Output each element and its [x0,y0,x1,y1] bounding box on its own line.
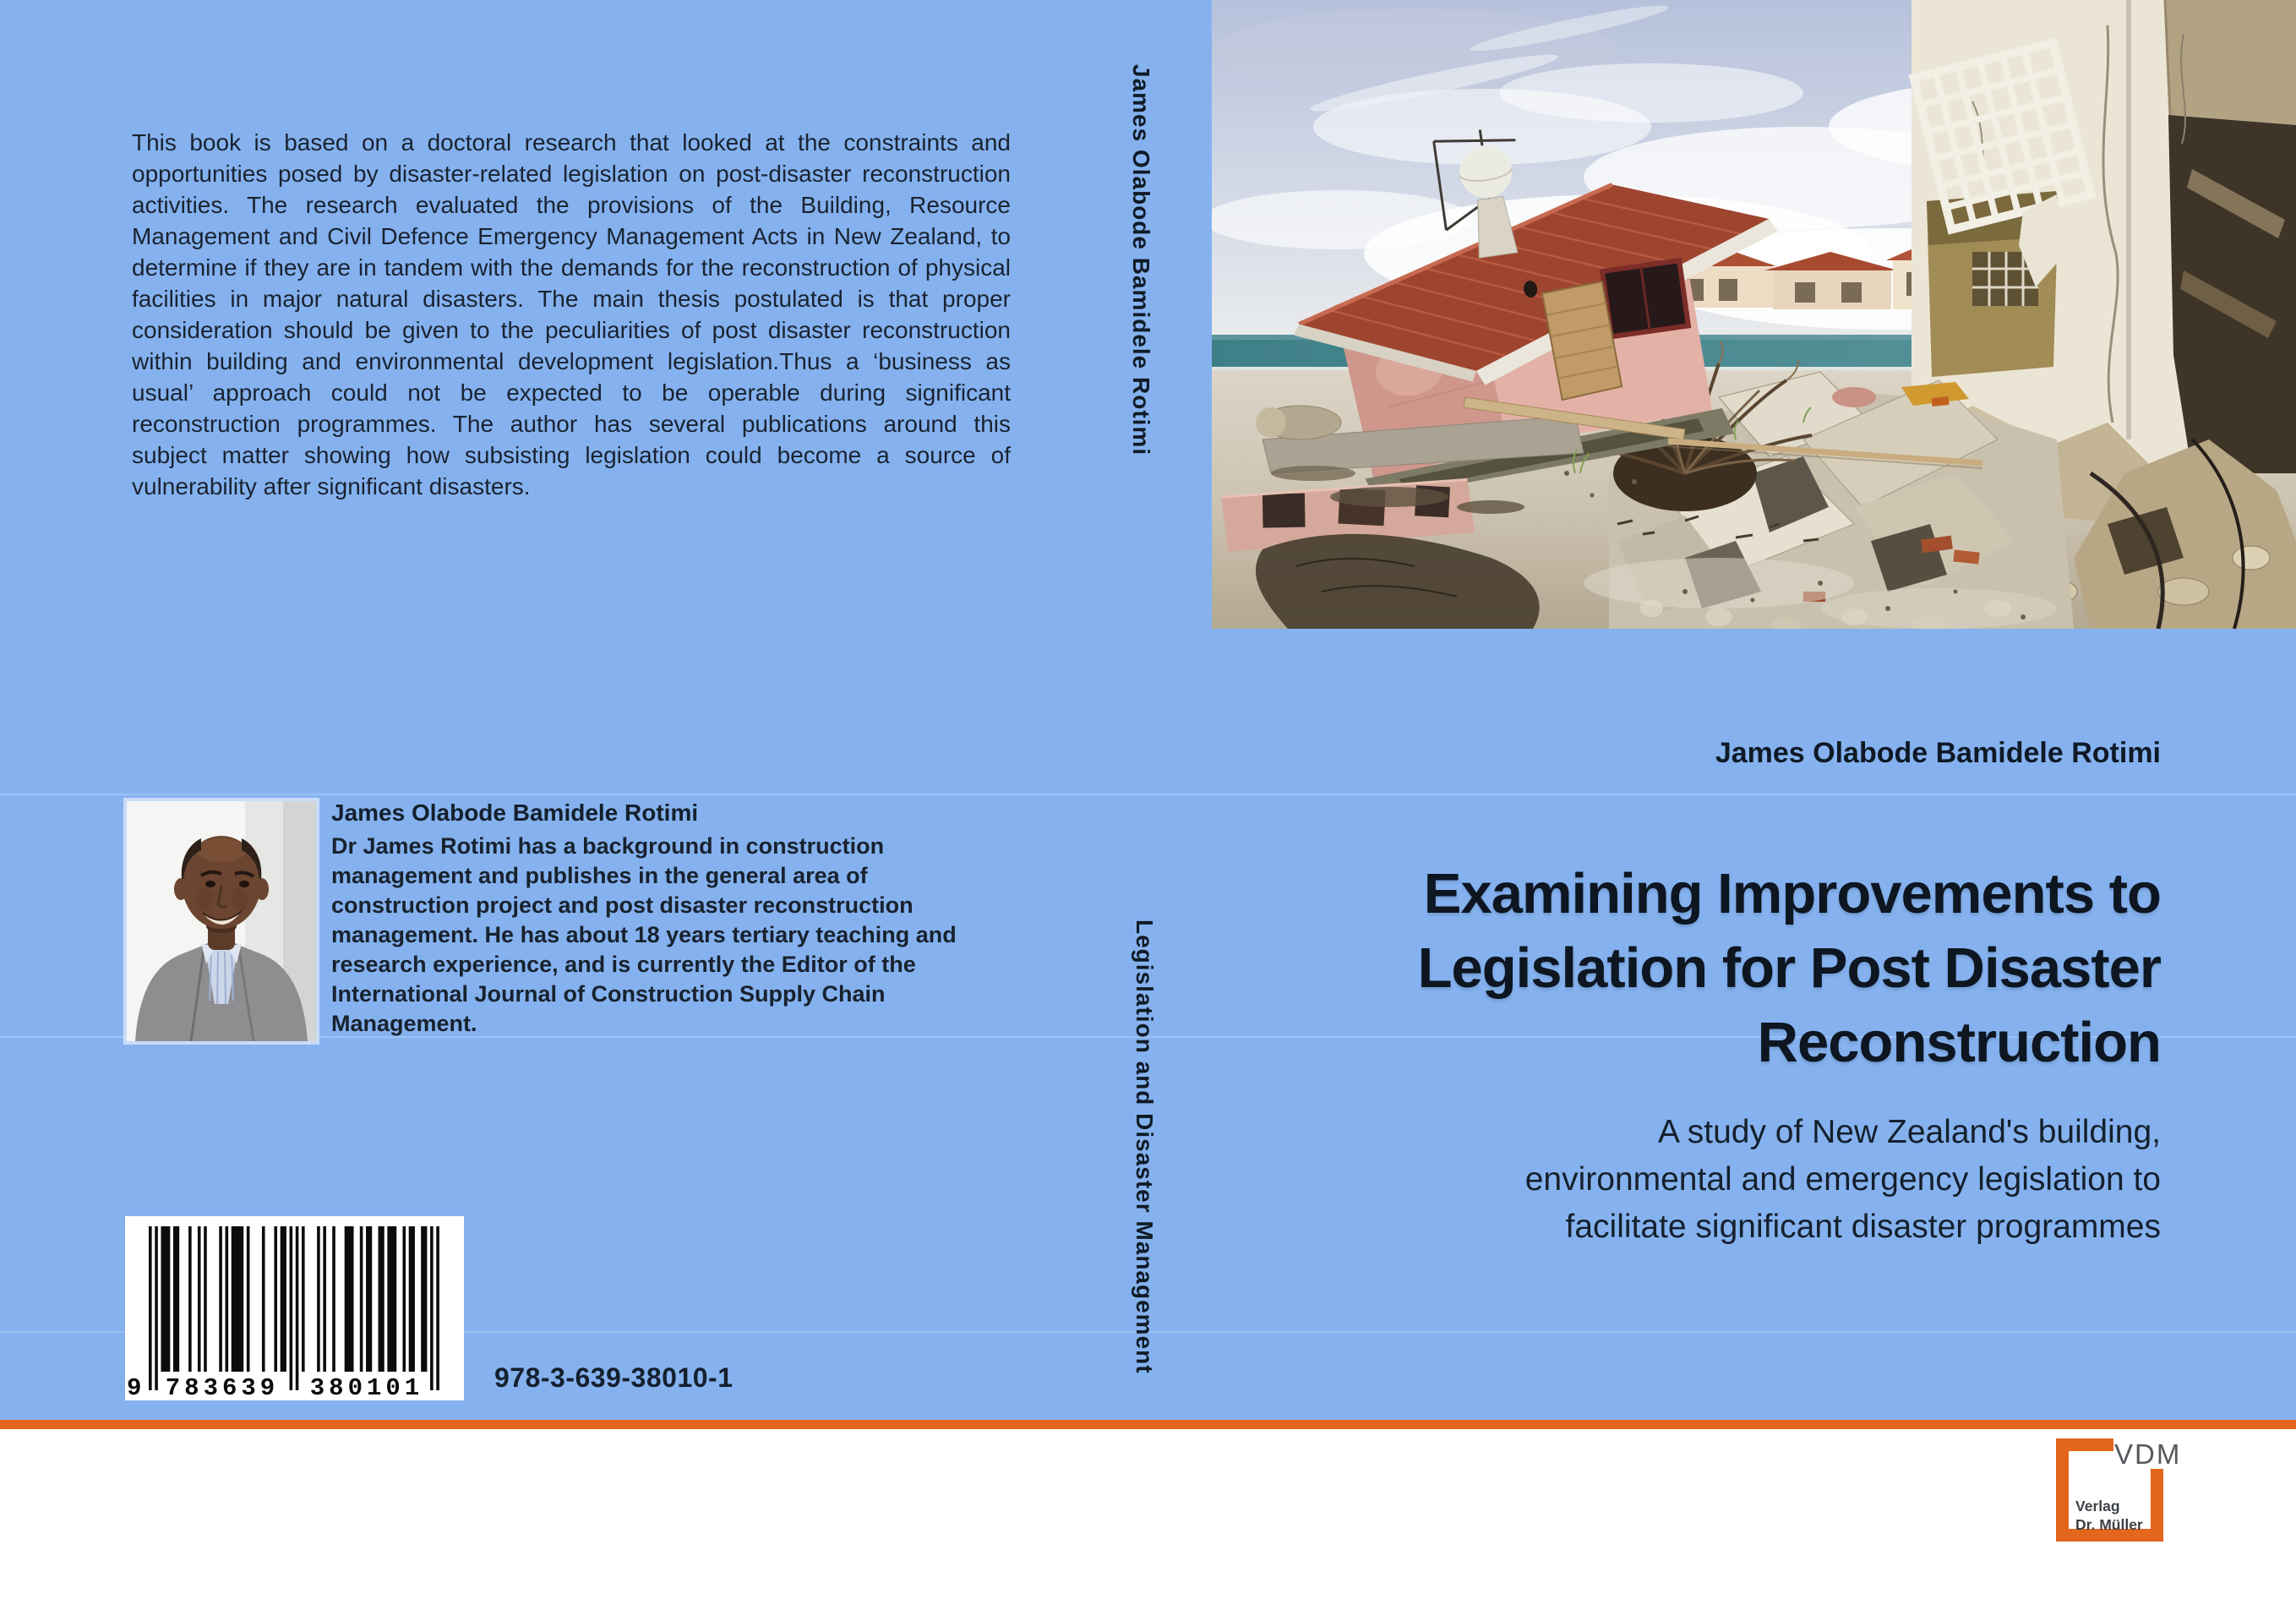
isbn-number: 978-3-639-38010-1 [494,1362,734,1393]
subtitle-line-3: facilitate significant disaster programmes [1565,1209,2161,1245]
author-photo [127,801,316,1041]
vdm-logo-acronym: VDM [2114,1438,2182,1470]
barcode-bars [125,1216,464,1400]
title-line-3: Reconstruction [1757,1011,2161,1074]
title-line-1: Examining Improvements to [1423,862,2161,925]
author-bio-heading: James Olabode Bamidele Rotimi [331,800,699,826]
vdm-publisher-name [2075,1498,2143,1534]
footer-orange-rule [0,1420,2296,1429]
book-subtitle [1231,1109,2161,1251]
cover-photo [1212,0,2296,629]
spine-author: James Olabode Bamidele Rotimi [1128,64,1154,456]
title-line-2: Legislation for Post Disaster [1417,936,2161,1000]
subtitle-line-1: A study of New Zealand's building, [1658,1114,2161,1150]
svg-text:380101: 380101 [309,1374,424,1400]
author-portrait-art [127,801,316,1041]
vdm-name-line2: Dr. Müller [2075,1515,2143,1533]
vdm-name-line1: Verlag [2075,1498,2120,1514]
disaster-photo-art [1212,0,2296,629]
vdm-logo-frame [2056,1438,2113,1451]
svg-text:783639: 783639 [165,1374,280,1400]
subtitle-line-2: environmental and emergency legislation to [1524,1161,2161,1198]
front-author-name: James Olabode Bamidele Rotimi [1715,737,2161,769]
spine-series: Legislation and Disaster Management [1132,920,1158,1374]
footer-strip [0,1429,2296,1610]
isbn-barcode [125,1216,464,1400]
vdm-logo-frame [2151,1469,2163,1542]
author-bio-text: Dr James Rotimi has a background in construction management and publishes in the general area of construction project and post disaster reconstruction management. He has about 18 years tertiary teaching and research experience, and is currently the Editor of the International Journal of Construction Supply Chain Management. [331,833,957,1036]
vdm-logo-frame [2056,1438,2069,1542]
back-cover-blurb: This book is based on a doctoral research that looked at the constraints and opportunities posed by disaster-related legislation on post-disaster reconstruction activities. The research evaluated the provisions of the Building, Resource Management and Civil Defence Emergency Management Acts in New Zealand, to determine if they are in tandem with the demands for the reconstruction of physical facilities in major natural disasters. The main thesis postulated is that proper consideration should be given to the peculiarities of post disaster reconstruction within building and environmental development legislation.Thus a ‘business as usual’ approach could not be expected to be operable during significant reconstruction programmes. The author has several publications around this subject matter showing how subsisting legislation could become a source of vulnerability after significant disasters. [132,129,1011,499]
svg-text:9: 9 [127,1374,146,1400]
book-title [1231,857,2161,1080]
template-band [0,794,2296,795]
